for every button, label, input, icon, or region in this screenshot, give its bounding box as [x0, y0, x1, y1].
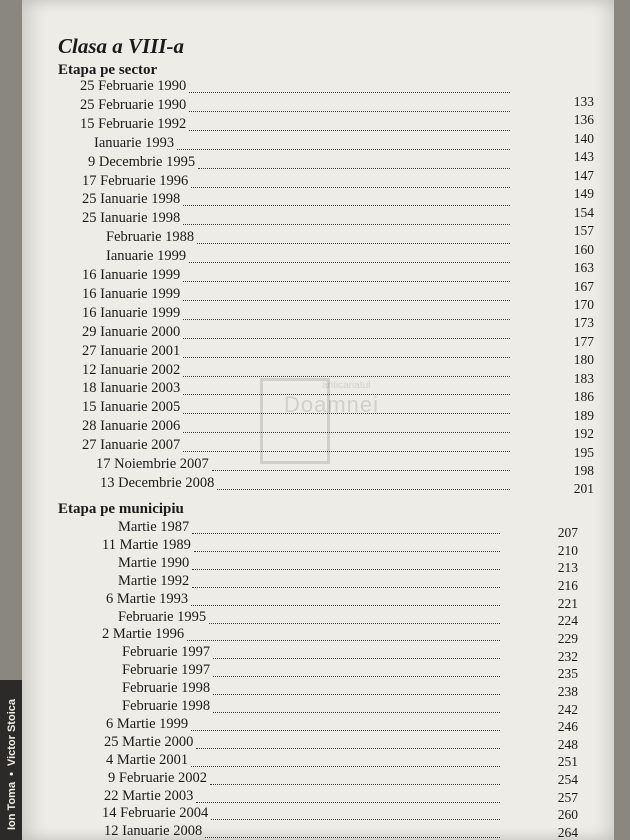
toc-page-number: 198 [573, 463, 594, 478]
toc-page-number: 210 [557, 542, 578, 558]
toc-leader-dots [189, 130, 510, 131]
toc-page-number: 224 [557, 613, 578, 629]
toc-leader-dots [183, 432, 510, 433]
toc-page-number: 254 [557, 772, 578, 788]
spine-author-1: Ion Toma [6, 781, 18, 830]
toc-entry-date: Ianuarie 1993 [94, 134, 175, 151]
toc-entry-date: 16 Ianuarie 1999 [82, 285, 181, 302]
toc-page-number: 238 [557, 683, 578, 699]
toc-leader-dots [192, 533, 500, 534]
toc-page-number: 248 [557, 736, 578, 752]
toc-page-number: 163 [573, 260, 594, 276]
toc-entry-date: 12 Ianuarie 2008 [104, 823, 203, 840]
toc-entry-date: 29 Ianuarie 2000 [82, 323, 181, 340]
toc-entry-date: 15 Februarie 1992 [80, 115, 187, 132]
toc-leader-dots [183, 281, 510, 282]
toc-entry-date: 12 Ianuarie 2002 [82, 361, 181, 378]
toc-page-number: 213 [557, 560, 578, 576]
toc-leader-dots [198, 168, 510, 169]
toc-page-number: 195 [573, 444, 594, 460]
toc-leader-dots [183, 376, 510, 377]
toc-entry-date: Februarie 1988 [106, 229, 195, 246]
toc-leader-dots [213, 658, 500, 659]
toc-leader-dots [192, 569, 500, 570]
watermark-subtext: anticariatul [322, 380, 371, 391]
toc-leader-dots [213, 694, 500, 695]
toc-leader-dots [189, 111, 510, 112]
toc-leader-dots [192, 587, 500, 588]
toc-leader-dots [213, 676, 500, 677]
toc-entry-date: 25 Februarie 1990 [80, 96, 187, 113]
toc-entry-date: 25 Ianuarie 1998 [82, 191, 181, 208]
toc-page-number: 221 [557, 595, 578, 611]
toc-page-number: 232 [557, 648, 578, 664]
toc-entry-date: 4 Martie 2001 [106, 751, 189, 768]
toc-leader-dots [187, 640, 500, 641]
toc-entry-date: Februarie 1995 [118, 608, 207, 625]
toc-entry-date: Februarie 1997 [122, 662, 211, 679]
toc-entry-date: 13 Decembrie 2008 [100, 474, 215, 491]
toc-entry-date: 28 Ianuarie 2006 [82, 418, 181, 435]
toc-leader-dots [183, 338, 510, 339]
toc-entry-date: 27 Ianuarie 2001 [82, 342, 181, 359]
toc-entry-date: 2 Martie 1996 [102, 626, 185, 643]
toc-entry-date: Februarie 1997 [122, 644, 211, 661]
toc-leader-dots [194, 551, 500, 552]
watermark-text: Doamnei [284, 392, 380, 417]
toc-page-number: 143 [573, 149, 594, 165]
toc-page-number: 160 [573, 241, 594, 257]
toc-entry-date: Martie 1992 [118, 572, 190, 589]
book-spine [0, 680, 22, 840]
toc-entry-date: 18 Ianuarie 2003 [82, 380, 181, 397]
toc-page-number: 189 [573, 407, 594, 423]
toc-leader-dots [191, 605, 500, 606]
toc-page-number: 147 [573, 167, 594, 183]
toc-leader-dots [209, 623, 500, 624]
book-page [22, 0, 614, 840]
toc-entry-date: 25 Martie 2000 [104, 733, 194, 750]
toc-page-number: 216 [557, 577, 578, 593]
toc-page-number: 133 [573, 94, 594, 109]
toc-page-number: 157 [573, 223, 594, 239]
toc-page-number: 235 [557, 666, 578, 682]
toc-page-number: 173 [573, 315, 594, 331]
toc-leader-dots [183, 319, 510, 320]
toc-page-number: 149 [573, 186, 594, 202]
toc-page-number: 257 [557, 789, 578, 805]
stage-title-municipiu: Etapa pe municipiu [58, 501, 184, 517]
toc-leader-dots [183, 413, 510, 414]
toc-entry-date: Februarie 1998 [122, 698, 211, 714]
toc-entry-date: 25 Februarie 1990 [80, 78, 187, 94]
toc-entry-date: 14 Februarie 2004 [102, 805, 209, 822]
toc-leader-dots [212, 470, 510, 471]
toc-entry-date: 22 Martie 2003 [104, 787, 194, 804]
toc-entry-date: 27 Ianuarie 2007 [82, 437, 181, 454]
toc-leader-dots [197, 243, 510, 244]
toc-leader-dots [205, 837, 500, 838]
toc-entry-date: 9 Decembrie 1995 [88, 153, 196, 170]
toc-entry-date: 16 Ianuarie 1999 [82, 267, 181, 283]
toc-entry-date: 9 Februarie 2002 [108, 769, 208, 786]
spine-author-2: Victor Stoica [6, 699, 18, 767]
toc-entry-date: 6 Martie 1999 [106, 715, 189, 732]
toc-entry-date: 25 Ianuarie 1998 [82, 210, 181, 227]
toc-page-number: 264 [557, 825, 578, 840]
toc-page-number: 260 [557, 807, 578, 823]
toc-leader-dots [210, 784, 500, 785]
toc-page-number: 186 [573, 389, 594, 405]
toc-page-number: 180 [573, 352, 594, 368]
toc-leader-dots [191, 187, 510, 188]
toc-leader-dots [177, 149, 510, 150]
spine-authors [6, 699, 18, 830]
toc-page-number: 207 [557, 525, 578, 540]
stage-title-sector: Etapa pe sector [58, 62, 158, 78]
toc-entry-date: 16 Ianuarie 1999 [82, 304, 181, 321]
toc-leader-dots [196, 802, 500, 803]
toc-page-number: 140 [573, 130, 594, 146]
toc-entry-date: Ianuarie 1999 [106, 248, 187, 265]
toc-leader-dots [183, 394, 510, 395]
toc-entry-date: Martie 1987 [118, 519, 190, 535]
toc-entry-date: 17 Februarie 1996 [82, 172, 189, 189]
toc-leader-dots [217, 489, 510, 490]
section-title: Clasa a VIII-a [58, 34, 185, 58]
toc-leader-dots [213, 712, 500, 713]
toc-page-number: 229 [557, 630, 578, 646]
toc-entry-date: Martie 1990 [118, 554, 190, 571]
toc-page-number: 251 [557, 754, 578, 770]
toc-page-number: 192 [573, 426, 594, 442]
toc-page-number: 177 [573, 333, 594, 349]
toc-leader-dots [183, 224, 510, 225]
toc-page-number: 242 [557, 701, 578, 717]
toc-page-number: 167 [573, 278, 594, 294]
toc-leader-dots [211, 819, 500, 820]
toc-entry-date: 15 Ianuarie 2005 [82, 399, 181, 416]
toc-page-number: 154 [573, 204, 594, 220]
toc-leader-dots [183, 205, 510, 206]
toc-leader-dots [183, 451, 510, 452]
toc-entry-date: Februarie 1998 [122, 680, 211, 697]
toc-page-number: 183 [573, 370, 594, 386]
toc-entry-date: 11 Martie 1989 [102, 536, 191, 553]
toc-entry-date: 6 Martie 1993 [106, 590, 189, 607]
toc-leader-dots [183, 357, 510, 358]
toc-leader-dots [196, 748, 500, 749]
toc-entry-date: 17 Noiembrie 2007 [96, 456, 209, 472]
toc-page-number: 246 [557, 719, 578, 735]
toc-page-number: 201 [573, 481, 594, 497]
toc-page-number: 170 [573, 296, 594, 312]
toc-page-number: 136 [573, 112, 594, 128]
toc-leader-dots [191, 730, 500, 731]
toc-leader-dots [183, 300, 510, 301]
toc-leader-dots [191, 766, 500, 767]
spine-separator: • [6, 772, 18, 776]
toc-leader-dots [189, 92, 510, 93]
toc-leader-dots [189, 262, 510, 263]
